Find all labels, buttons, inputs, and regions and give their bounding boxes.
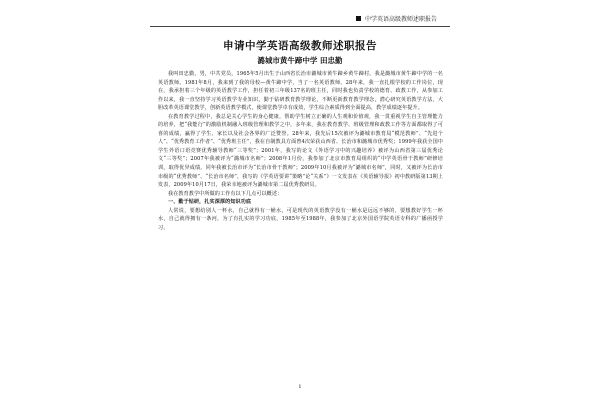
document-subtitle: 潞城市黄牛蹄中学 田忠勤 [257, 56, 343, 65]
square-bullet-icon [356, 16, 361, 21]
body-paragraph-3: 我在教育教学中所做的工作有以下几点可以概述： [168, 190, 283, 197]
section-heading: 一、勤于钻研，扎实深厚的知识功底 [168, 199, 252, 206]
page-number: 1 [298, 384, 302, 390]
running-header-text: 中学英语高级教师述职报告 [365, 16, 438, 23]
running-header [356, 14, 437, 23]
body-paragraph-2: 在教育教学过程中，我总是关心学生的身心健康，帮助学生树立正确的人生观和价值观，我一贯重视学生自主管理能力的培养，把“我能行”的激励机制融入班级管理和教学之中，多年来，我在教育教学、班级管理和政教工作等方面都取得了可喜的成绩，赢得了学生、家长以及社会各界的广泛赞誉。28年来，我先后15次被评为潞城市教育局“模范教师”、“先进个人”、“优秀教育工作者”、“优秀班主任”，我在自制教具方面曾4次荣获山西省、长治市和潞城市优秀奖；1999年我获全国中学生外语口语竞赛优秀辅导教师“三等奖”；2001年，我写的论文《外语学习中的兴趣培养》被评为山西省第三届优秀论文“三等奖”；2007年我被评为“潞城市名师”；2008年1月份，我参加了北京市教育局组织的“中学英语骨干教师”研修培训，取得优异成绩，同年我被长治市评为“长治市骨干教师”；2009年10月我被评为“潞城市名师”，同时，又被评为长治市市级的“优秀教师”、“长治市名师”，我写的《学英语要讲“策略”论“关系”》一文发表在《英语辅导报》初中教研版第13期上发表，2009年10月17日，我荣幸地被评为潞城市第二届优秀教研员。 [158, 113, 443, 189]
body-paragraph-1: 我叫田忠勤，男，中共党员，1965年5月出生于山西省长治市潞城市黄牛蹄乡黄牛蹄村。我是潞城市黄牛蹄中学的一名英语教师。1981年8月，我来到了我的母校—黄牛蹄中学，当了一名英语教师，28年来，我一直扎根学校的工作岗位，现在，我承担着三个年级的英语教学工作，担任着初三年级137名的班主任，同时我也负责学校的德育、政教工作，从参加工作以来，我一直坚持学习英语教学专业知识，勤于钻研教育教学理论，不断更新教育教学理念，潜心研究英语教学方法，大胆改革英语课堂教学，创新英语教学模式，使课堂教学卓有成效，学生综合素质得到全面提高，教学成绩逐年提升。 [158, 71, 443, 112]
document-title: 申请中学英语高级教师述职报告 [223, 40, 377, 52]
body-paragraph-4: 人常说，要想给别人一杯水，自己就得有一桶水，可是现代的英语教学没有一桶水是远远不够的，要想教好学生一杯水，自己就得拥有一条河，为了有扎实的学习功底，1985年至1988年，我参加了北京外国语学院英语专科的广播函授学习， [158, 207, 443, 231]
document-body [158, 70, 443, 232]
header-divider [150, 26, 450, 27]
